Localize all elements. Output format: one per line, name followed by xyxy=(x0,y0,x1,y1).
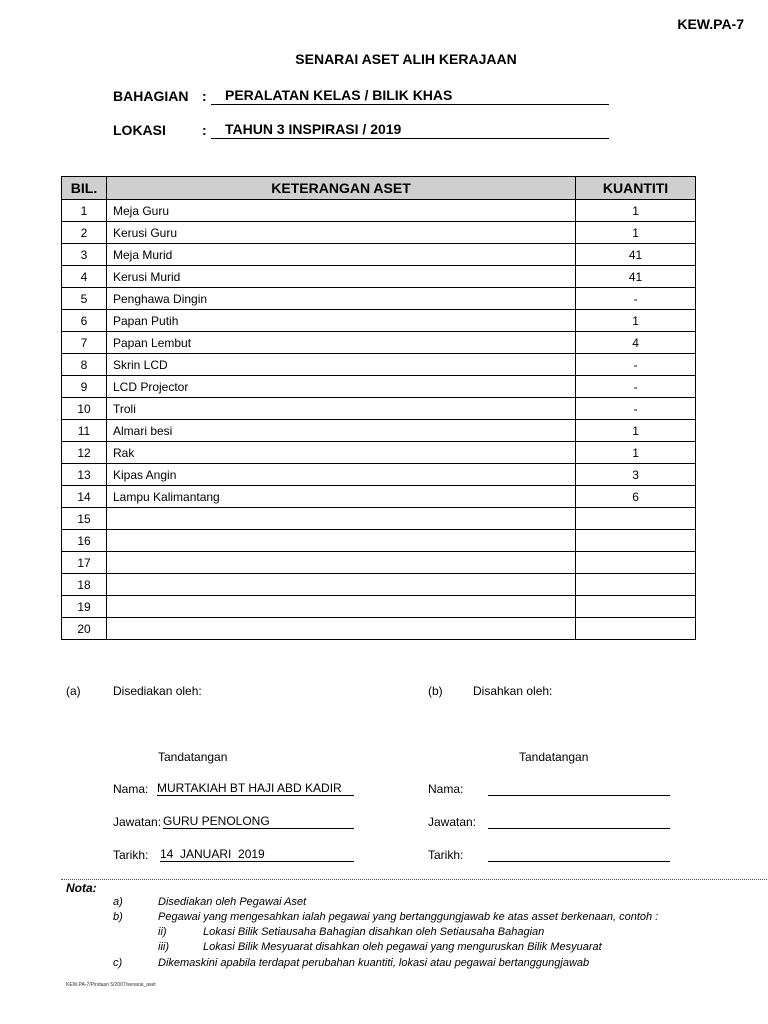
cell-keterangan xyxy=(106,574,575,596)
cell-bil: 19 xyxy=(62,596,107,618)
bahagian-colon: : xyxy=(202,88,207,104)
cell-keterangan xyxy=(106,508,575,530)
cell-kuantiti: 1 xyxy=(576,200,696,222)
cell-kuantiti: 1 xyxy=(576,310,696,332)
cell-kuantiti: - xyxy=(576,288,696,310)
nota-text-a: Disediakan oleh Pegawai Aset xyxy=(158,896,307,908)
cell-kuantiti xyxy=(576,508,696,530)
approved-nama-line xyxy=(488,781,670,796)
cell-bil: 9 xyxy=(62,376,107,398)
table-row xyxy=(62,310,696,332)
table-row xyxy=(62,442,696,464)
table-row xyxy=(62,354,696,376)
nota-marker-b: b) xyxy=(113,911,123,923)
approved-jawatan-label: Jawatan: xyxy=(428,815,477,829)
nota-title: Nota: xyxy=(66,881,97,895)
nota-text-b: Pegawai yang mengesahkan ialah pegawai yang bertanggungjawab ke atas asset berkenaan, contoh : xyxy=(158,911,659,923)
page-title: SENARAI ASET ALIH KERAJAAN xyxy=(295,51,517,67)
table-row xyxy=(62,486,696,508)
table-row xyxy=(62,530,696,552)
lokasi-label: LOKASI xyxy=(113,122,166,138)
cell-bil: 6 xyxy=(62,310,107,332)
table-row xyxy=(62,222,696,244)
prepared-jawatan-label: Jawatan: xyxy=(113,815,162,829)
approved-tarikh-line xyxy=(488,847,670,862)
cell-kuantiti xyxy=(576,618,696,640)
cell-bil: 1 xyxy=(62,200,107,222)
cell-bil: 11 xyxy=(62,420,107,442)
cell-kuantiti: 3 xyxy=(576,464,696,486)
cell-keterangan: Almari besi xyxy=(106,420,575,442)
cell-keterangan xyxy=(106,552,575,574)
lokasi-colon: : xyxy=(202,122,207,138)
cell-bil: 14 xyxy=(62,486,107,508)
prepared-signature-label: Tandatangan xyxy=(158,750,228,764)
cell-kuantiti: 1 xyxy=(576,420,696,442)
cell-keterangan: LCD Projector xyxy=(106,376,575,398)
nota-text-b-ii: Lokasi Bilik Setiausaha Bahagian disahkan oleh Setiausaha Bahagian xyxy=(203,926,545,938)
table-header-row xyxy=(62,177,696,200)
cell-keterangan: Papan Putih xyxy=(106,310,575,332)
cell-kuantiti: 1 xyxy=(576,442,696,464)
cell-kuantiti: 4 xyxy=(576,332,696,354)
approved-signature-label: Tandatangan xyxy=(519,750,589,764)
cell-keterangan: Papan Lembut xyxy=(106,332,575,354)
approved-jawatan-line xyxy=(488,814,670,829)
cell-kuantiti xyxy=(576,552,696,574)
table-row xyxy=(62,618,696,640)
cell-kuantiti xyxy=(576,574,696,596)
table-row xyxy=(62,398,696,420)
cell-bil: 2 xyxy=(62,222,107,244)
cell-bil: 18 xyxy=(62,574,107,596)
nota-text-b-iii: Lokasi Bilik Mesyuarat disahkan oleh pegawai yang menguruskan Bilik Mesyuarat xyxy=(203,941,602,953)
form-code: KEW.PA-7 xyxy=(677,16,744,32)
cell-bil: 5 xyxy=(62,288,107,310)
cell-keterangan: Penghawa Dingin xyxy=(106,288,575,310)
cell-keterangan: Rak xyxy=(106,442,575,464)
cell-keterangan xyxy=(106,618,575,640)
table-row xyxy=(62,596,696,618)
col-header-kuantiti: KUANTITI xyxy=(576,177,696,200)
cell-bil: 13 xyxy=(62,464,107,486)
cell-bil: 4 xyxy=(62,266,107,288)
table-row xyxy=(62,266,696,288)
cell-keterangan: Kerusi Guru xyxy=(106,222,575,244)
approved-tarikh-label: Tarikh: xyxy=(428,848,464,862)
col-header-bil: BIL. xyxy=(62,177,107,200)
prepared-jawatan-value: GURU PENOLONG xyxy=(163,814,354,829)
cell-keterangan: Kerusi Murid xyxy=(106,266,575,288)
cell-keterangan xyxy=(106,530,575,552)
cell-kuantiti xyxy=(576,596,696,618)
cell-keterangan: Troli xyxy=(106,398,575,420)
cell-bil: 16 xyxy=(62,530,107,552)
cell-kuantiti: - xyxy=(576,376,696,398)
approved-nama-label: Nama: xyxy=(428,782,464,796)
bahagian-value: PERALATAN KELAS / BILIK KHAS xyxy=(211,87,609,105)
cell-bil: 17 xyxy=(62,552,107,574)
nota-marker-b-ii: ii) xyxy=(158,926,167,938)
cell-bil: 10 xyxy=(62,398,107,420)
nota-marker-a: a) xyxy=(113,896,123,908)
nota-marker-b-iii: iii) xyxy=(158,941,169,953)
cell-kuantiti: 1 xyxy=(576,222,696,244)
prepared-nama-label: Nama: xyxy=(113,782,149,796)
bahagian-label: BAHAGIAN xyxy=(113,88,189,104)
table-row xyxy=(62,200,696,222)
cell-keterangan: Lampu Kalimantang xyxy=(106,486,575,508)
prepared-heading: Disediakan oleh: xyxy=(113,684,202,698)
cell-kuantiti: 41 xyxy=(576,244,696,266)
table-row xyxy=(62,376,696,398)
cell-bil: 8 xyxy=(62,354,107,376)
prepared-tarikh-label: Tarikh: xyxy=(113,848,149,862)
nota-text-c: Dikemaskini apabila terdapat perubahan kuantiti, lokasi atau pegawai bertanggungjawab xyxy=(158,957,590,969)
nota-divider xyxy=(61,879,768,880)
col-header-keterangan: KETERANGAN ASET xyxy=(106,177,575,200)
table-row xyxy=(62,332,696,354)
table-row xyxy=(62,464,696,486)
nota-marker-c: c) xyxy=(113,957,123,969)
table-row xyxy=(62,574,696,596)
approved-marker: (b) xyxy=(428,684,443,698)
approved-heading: Disahkan oleh: xyxy=(473,684,553,698)
cell-bil: 3 xyxy=(62,244,107,266)
cell-bil: 12 xyxy=(62,442,107,464)
cell-keterangan: Kipas Angin xyxy=(106,464,575,486)
table-row xyxy=(62,244,696,266)
table-row xyxy=(62,508,696,530)
cell-kuantiti: 41 xyxy=(576,266,696,288)
prepared-tarikh-value: 14 JANUARI 2019 xyxy=(160,847,354,862)
cell-kuantiti: - xyxy=(576,398,696,420)
cell-keterangan xyxy=(106,596,575,618)
table-row xyxy=(62,288,696,310)
asset-table xyxy=(61,176,696,640)
prepared-nama-value: MURTAKIAH BT HAJI ABD KADIR xyxy=(157,781,354,796)
footer-reference: KEW.PA-7/Pindaan 5/2007/senarai_aset xyxy=(66,982,156,988)
table-row xyxy=(62,420,696,442)
cell-bil: 20 xyxy=(62,618,107,640)
prepared-marker: (a) xyxy=(66,684,81,698)
cell-keterangan: Meja Guru xyxy=(106,200,575,222)
lokasi-value: TAHUN 3 INSPIRASI / 2019 xyxy=(211,121,609,139)
cell-keterangan: Skrin LCD xyxy=(106,354,575,376)
cell-kuantiti: 6 xyxy=(576,486,696,508)
cell-kuantiti: - xyxy=(576,354,696,376)
cell-kuantiti xyxy=(576,530,696,552)
cell-bil: 15 xyxy=(62,508,107,530)
table-row xyxy=(62,552,696,574)
cell-keterangan: Meja Murid xyxy=(106,244,575,266)
cell-bil: 7 xyxy=(62,332,107,354)
